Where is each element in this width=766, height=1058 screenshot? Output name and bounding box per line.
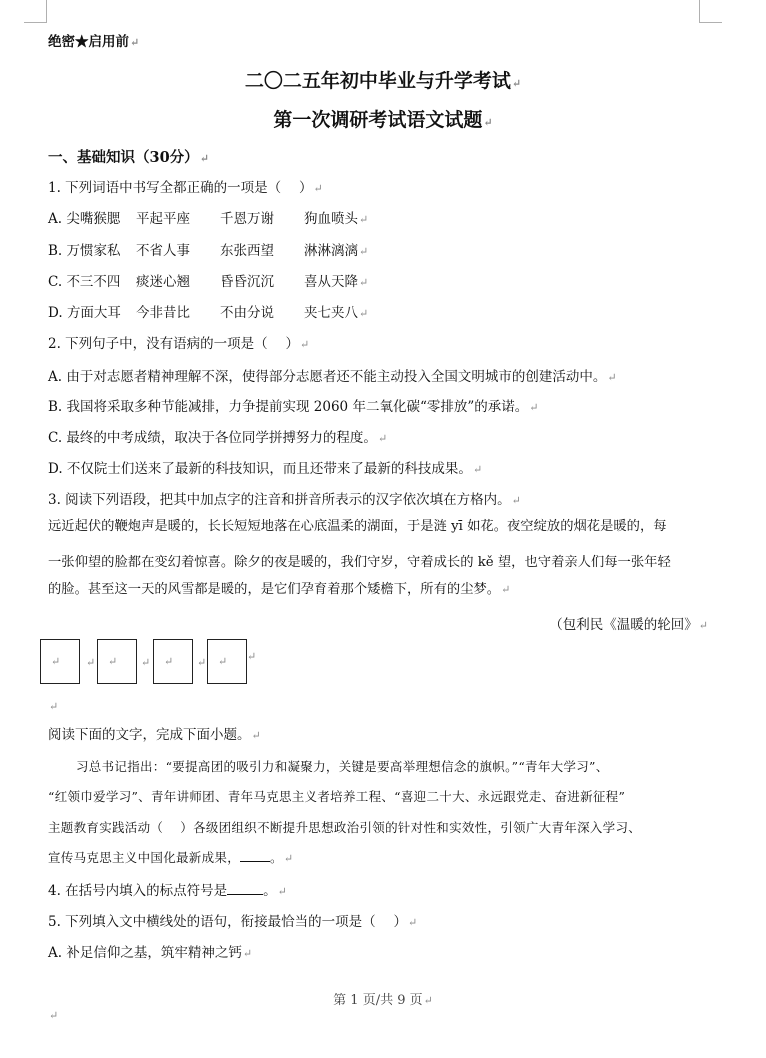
empty-paragraph: ↵ — [49, 700, 59, 713]
passage-source: （包利民《温暖的轮回》↵ — [549, 617, 708, 633]
question-5-option-a: A. 补足信仰之基，筑牢精神之钙↵ — [48, 945, 253, 961]
question-1-option-c: C. 不三不四 痰迷心翘 昏昏沉沉 喜从天降↵ — [48, 274, 369, 290]
question-5-stem: 5. 下列填入文中横线处的语句，衔接最恰当的一项是（ ）↵ — [48, 914, 418, 930]
answer-box-4[interactable]: ↵ — [207, 639, 247, 684]
answer-box-3[interactable]: ↵ — [153, 639, 193, 684]
paragraph-mark: ↵ — [86, 656, 96, 669]
paragraph-mark: ↵ — [197, 656, 207, 669]
crop-mark-top-right — [699, 0, 722, 23]
section-heading: 一、基础知识（30分）↵ — [48, 149, 209, 166]
material-line-2: “红领巾爱学习”、青年讲师团、青年马克思主义者培养工程、“喜迎二十大、永远跟党走、奋进新征程” — [48, 789, 626, 804]
material-line-4: 宣传马克思主义中国化最新成果， 。↵ — [48, 850, 294, 865]
question-1-stem: 1. 下列词语中书写全都正确的一项是（ ）↵ — [48, 180, 323, 196]
question-1-option-b: B. 万惯家私 不省人事 东张西望 淋淋漓漓↵ — [48, 243, 369, 259]
fill-blank-line — [227, 882, 263, 895]
paragraph-mark: ↵ — [247, 650, 257, 663]
secret-label: 绝密★启用前↵ — [48, 34, 140, 50]
passage-line-1: 远近起伏的鞭炮声是暖的，长长短短地落在心底温柔的湖面，于是涟 yī 如花。夜空绽放的烟花是暖的，每 — [48, 519, 667, 534]
question-2-stem: 2. 下列句子中，没有语病的一项是（ ）↵ — [48, 336, 310, 352]
question-2-option-c: C. 最终的中考成绩，取决于各位同学拼搏努力的程度。↵ — [48, 430, 388, 446]
question-2-option-b: B. 我国将采取多种节能减排，力争提前实现 2060 年二氧化碳“零排放”的承诺。↵ — [48, 399, 539, 415]
reading-instructions: 阅读下面的文字，完成下面小题。↵ — [48, 727, 261, 743]
question-2-option-a: A. 由于对志愿者精神理解不深，使得部分志愿者还不能主动投入全国文明城市的创建活动中。↵ — [48, 369, 617, 385]
material-line-3: 主题教育实践活动（ ）各级团组织不断提升思想政治引领的针对性和实效性，引领广大青年深入学习、 — [48, 820, 642, 835]
paragraph-mark: ↵ — [141, 656, 151, 669]
question-1-option-d: D. 方面大耳 今非昔比 不由分说 夹七夹八↵ — [48, 305, 369, 321]
page-footer: 第 1 页/共 9 页↵ — [333, 993, 433, 1008]
question-2-option-d: D. 不仅院士们送来了最新的科技知识，而且还带来了最新的科技成果。↵ — [48, 461, 483, 477]
question-4-stem: 4. 在括号内填入的标点符号是 。↵ — [48, 883, 287, 899]
crop-mark-top-left — [24, 0, 47, 23]
question-3-stem: 3. 阅读下列语段，把其中加点字的注音和拼音所表示的汉字依次填在方格内。↵ — [48, 492, 521, 508]
answer-box-1[interactable]: ↵ — [40, 639, 80, 684]
passage-line-2: 一张仰望的脸都在变幻着惊喜。除夕的夜是暖的，我们守岁，守着成长的 kě 望，也守着亲人们每一张年轻 — [48, 555, 671, 570]
passage-line-3: 的脸。甚至这一天的风雪都是暖的，是它们孕育着那个矮檐下，所有的尘梦。↵ — [48, 582, 511, 597]
exam-title: 二〇二五年初中毕业与升学考试↵ — [244, 70, 522, 92]
question-1-option-a: A. 尖嘴猴腮 平起平座 千恩万谢 狗血喷头↵ — [48, 211, 369, 227]
answer-box-2[interactable]: ↵ — [97, 639, 137, 684]
exam-subtitle: 第一次调研考试语文试题↵ — [273, 109, 493, 131]
material-line-1: 习总书记指出：“要提高团的吸引力和凝聚力，关键是要高举理想信念的旗帜。”“青年大学习”、 — [76, 759, 609, 774]
empty-paragraph: ↵ — [49, 1009, 59, 1022]
fill-blank-line — [240, 849, 270, 862]
